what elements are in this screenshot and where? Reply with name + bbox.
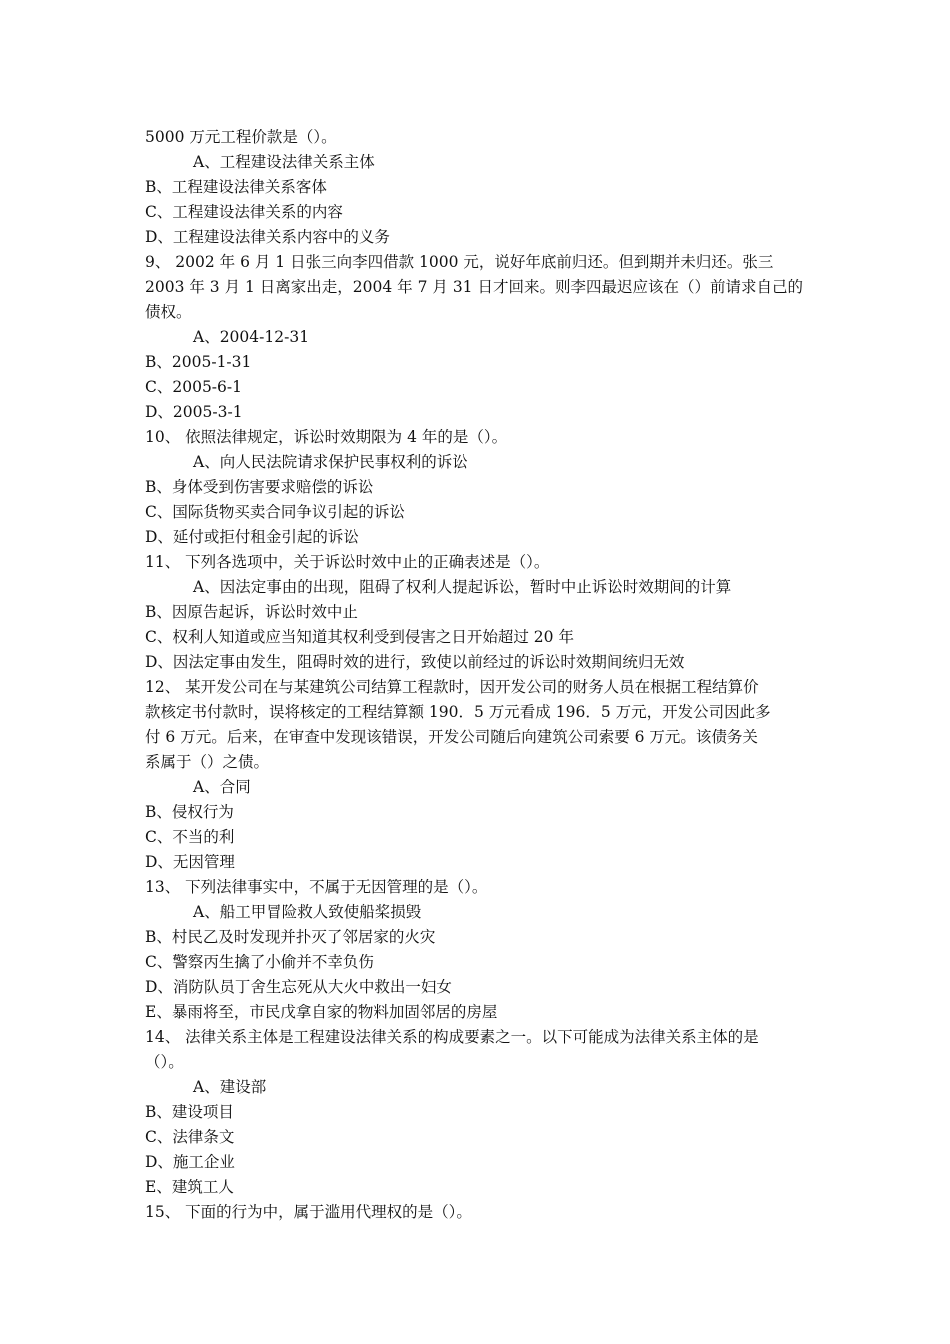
question-13: 13、 下列法律事实中，不属于无因管理的是（）。 xyxy=(145,878,488,896)
option-a: A、建设部 xyxy=(193,1078,267,1096)
option-a: A、工程建设法律关系主体 xyxy=(193,153,375,171)
question-15: 15、 下面的行为中，属于滥用代理权的是（）。 xyxy=(145,1203,472,1221)
question-14: 14、 法律关系主体是工程建设法律关系的构成要素之一。以下可能成为法律关系主体的是 xyxy=(145,1028,759,1046)
question-10: 10、 依照法律规定，诉讼时效期限为 4 年的是（）。 xyxy=(145,428,508,446)
option-c: C、2005-6-1 xyxy=(145,378,243,396)
question-12: 12、 某开发公司在与某建筑公司结算工程款时，因开发公司的财务人员在根据工程结算价 xyxy=(145,678,759,696)
option-a: A、向人民法院请求保护民事权利的诉讼 xyxy=(193,453,468,471)
option-b: B、工程建设法律关系客体 xyxy=(145,178,327,196)
option-c: C、工程建设法律关系的内容 xyxy=(145,203,343,221)
option-c: C、权利人知道或应当知道其权利受到侵害之日开始超过 20 年 xyxy=(145,628,574,646)
question-9-cont: 债权。 xyxy=(145,303,192,321)
question-14-cont: （）。 xyxy=(145,1053,184,1071)
option-a: A、2004-12-31 xyxy=(193,328,310,346)
option-d: D、施工企业 xyxy=(145,1153,235,1171)
option-d: D、工程建设法律关系内容中的义务 xyxy=(145,228,390,246)
question-12-cont: 系属于（）之债。 xyxy=(145,753,270,771)
option-b: B、因原告起诉，诉讼时效中止 xyxy=(145,603,358,621)
option-b: B、身体受到伤害要求赔偿的诉讼 xyxy=(145,478,374,496)
option-c: C、法律条文 xyxy=(145,1128,235,1146)
text-line: 5000 万元工程价款是（）。 xyxy=(145,128,337,146)
option-d: D、消防队员丁舍生忘死从大火中救出一妇女 xyxy=(145,978,452,996)
question-9-cont: 2003 年 3 月 1 日离家出走，2004 年 7 月 31 日才回来。则李四最迟应该在（）前请求自己的 xyxy=(145,278,803,296)
option-c: C、不当的利 xyxy=(145,828,235,846)
option-a: A、因法定事由的出现，阻碍了权利人提起诉讼，暂时中止诉讼时效期间的计算 xyxy=(193,578,732,596)
question-12-cont: 付 6 万元。后来，在审查中发现该错误，开发公司随后向建筑公司索要 6 万元。该债务关 xyxy=(145,728,758,746)
option-a: A、合同 xyxy=(193,778,251,796)
question-11: 11、 下列各选项中，关于诉讼时效中止的正确表述是（）。 xyxy=(145,553,550,571)
question-12-cont: 款核定书付款时，误将核定的工程结算额 190．5 万元看成 196．5 万元，开发公司因此多 xyxy=(145,703,771,721)
option-b: B、侵权行为 xyxy=(145,803,234,821)
option-d: D、2005-3-1 xyxy=(145,403,243,421)
option-e: E、建筑工人 xyxy=(145,1178,234,1196)
option-e: E、暴雨将至，市民戊拿自家的物料加固邻居的房屋 xyxy=(145,1003,498,1021)
option-a: A、船工甲冒险救人致使船桨损毁 xyxy=(193,903,422,921)
option-c: C、警察丙生擒了小偷并不幸负伤 xyxy=(145,953,374,971)
option-d: D、因法定事由发生，阻碍时效的进行，致使以前经过的诉讼时效期间统归无效 xyxy=(145,653,685,671)
option-b: B、村民乙及时发现并扑灭了邻居家的火灾 xyxy=(145,928,436,946)
option-d: D、延付或拒付租金引起的诉讼 xyxy=(145,528,359,546)
option-c: C、国际货物买卖合同争议引起的诉讼 xyxy=(145,503,405,521)
question-9: 9、 2002 年 6 月 1 日张三向李四借款 1000 元，说好年底前归还。但到期并未归还。张三 xyxy=(145,253,774,271)
option-b: B、建设项目 xyxy=(145,1103,234,1121)
option-d: D、无因管理 xyxy=(145,853,235,871)
option-b: B、2005-1-31 xyxy=(145,353,252,371)
